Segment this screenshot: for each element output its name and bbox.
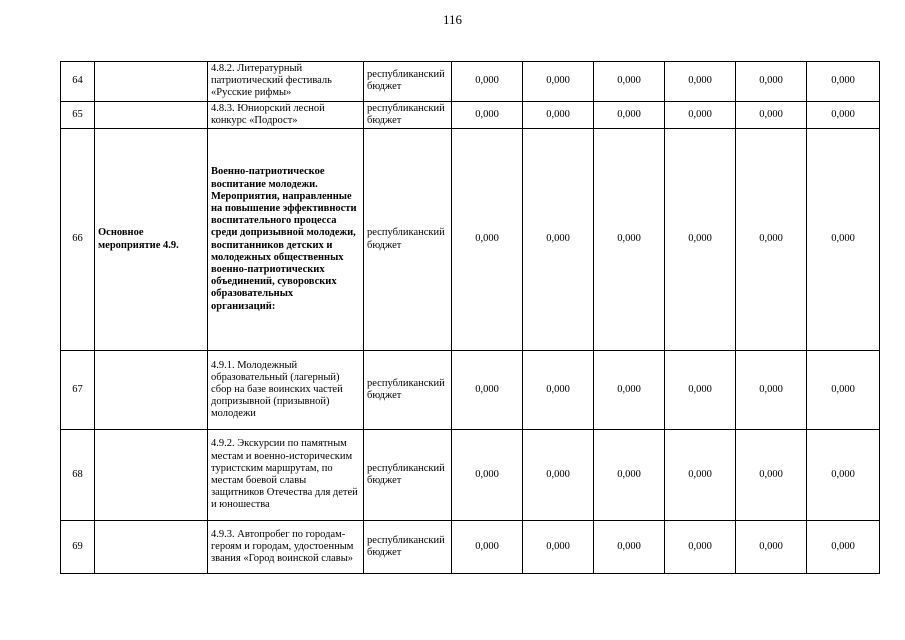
row-value: 0,000	[523, 430, 594, 521]
row-funding-source: республиканский бюджет	[364, 351, 452, 430]
row-number: 66	[61, 129, 95, 351]
row-value: 0,000	[736, 62, 807, 102]
row-number: 65	[61, 101, 95, 128]
row-value: 0,000	[523, 521, 594, 574]
row-value: 0,000	[594, 430, 665, 521]
row-value: 0,000	[594, 62, 665, 102]
row-value: 0,000	[594, 521, 665, 574]
row-description: 4.8.3. Юниорский лесной конкурс «Подрост»	[208, 101, 364, 128]
row-value: 0,000	[452, 351, 523, 430]
row-title	[95, 430, 208, 521]
row-value: 0,000	[452, 430, 523, 521]
row-title	[95, 101, 208, 128]
row-value: 0,000	[807, 62, 880, 102]
row-value: 0,000	[523, 101, 594, 128]
row-value: 0,000	[665, 101, 736, 128]
row-value: 0,000	[523, 351, 594, 430]
row-funding-source: республиканский бюджет	[364, 430, 452, 521]
row-value: 0,000	[736, 521, 807, 574]
row-value: 0,000	[807, 101, 880, 128]
row-number: 68	[61, 430, 95, 521]
row-value: 0,000	[523, 129, 594, 351]
row-value: 0,000	[523, 62, 594, 102]
row-number: 67	[61, 351, 95, 430]
row-value: 0,000	[665, 62, 736, 102]
row-value: 0,000	[807, 129, 880, 351]
row-funding-source: республиканский бюджет	[364, 62, 452, 102]
row-value: 0,000	[665, 521, 736, 574]
row-value: 0,000	[736, 430, 807, 521]
row-value: 0,000	[665, 129, 736, 351]
row-value: 0,000	[594, 351, 665, 430]
row-funding-source: республиканский бюджет	[364, 101, 452, 128]
table-row	[61, 430, 880, 521]
row-value: 0,000	[452, 129, 523, 351]
row-value: 0,000	[665, 430, 736, 521]
row-value: 0,000	[452, 101, 523, 128]
row-number: 69	[61, 521, 95, 574]
row-value: 0,000	[594, 129, 665, 351]
budget-table	[60, 61, 880, 574]
page-number: 116	[442, 12, 463, 27]
row-description: 4.9.1. Молодежный образовательный (лагерный) сбор на базе воинских частей допризывной (призывной) молодежи	[208, 351, 364, 430]
row-description: 4.8.2. Литературный патриотический фестиваль «Русские рифмы»	[208, 62, 364, 102]
table-row	[61, 521, 880, 574]
row-value: 0,000	[452, 521, 523, 574]
row-value: 0,000	[736, 129, 807, 351]
row-value: 0,000	[665, 351, 736, 430]
table-row	[61, 351, 880, 430]
row-description: 4.9.2. Экскурсии по памятным местам и военно-историческим туристским маршрутам, по местам боевой славы защитников Отечества для детей и юношества	[208, 430, 364, 521]
row-value: 0,000	[807, 430, 880, 521]
row-title	[95, 521, 208, 574]
row-value: 0,000	[736, 351, 807, 430]
row-title	[95, 62, 208, 102]
row-number: 64	[61, 62, 95, 102]
row-funding-source: республиканский бюджет	[364, 521, 452, 574]
row-value: 0,000	[452, 62, 523, 102]
row-description: Военно-патриотическое воспитание молодежи. Мероприятия, направленные на повышение эффективности воспитательного процесса среди допризывной молодежи, воспитанников детских и молодежных общественных военно-патриотических объединений, суворовских образовательных организаций:	[208, 129, 364, 351]
row-value: 0,000	[736, 101, 807, 128]
table-row	[61, 62, 880, 102]
row-value: 0,000	[807, 351, 880, 430]
table-row	[61, 101, 880, 128]
row-value: 0,000	[594, 101, 665, 128]
row-value: 0,000	[807, 521, 880, 574]
row-title: Основное мероприятие 4.9.	[95, 129, 208, 351]
table-row	[61, 129, 880, 351]
row-description: 4.9.3. Автопробег по городам-героям и городам, удостоенным звания «Город воинской славы»	[208, 521, 364, 574]
row-title	[95, 351, 208, 430]
row-funding-source: республиканский бюджет	[364, 129, 452, 351]
